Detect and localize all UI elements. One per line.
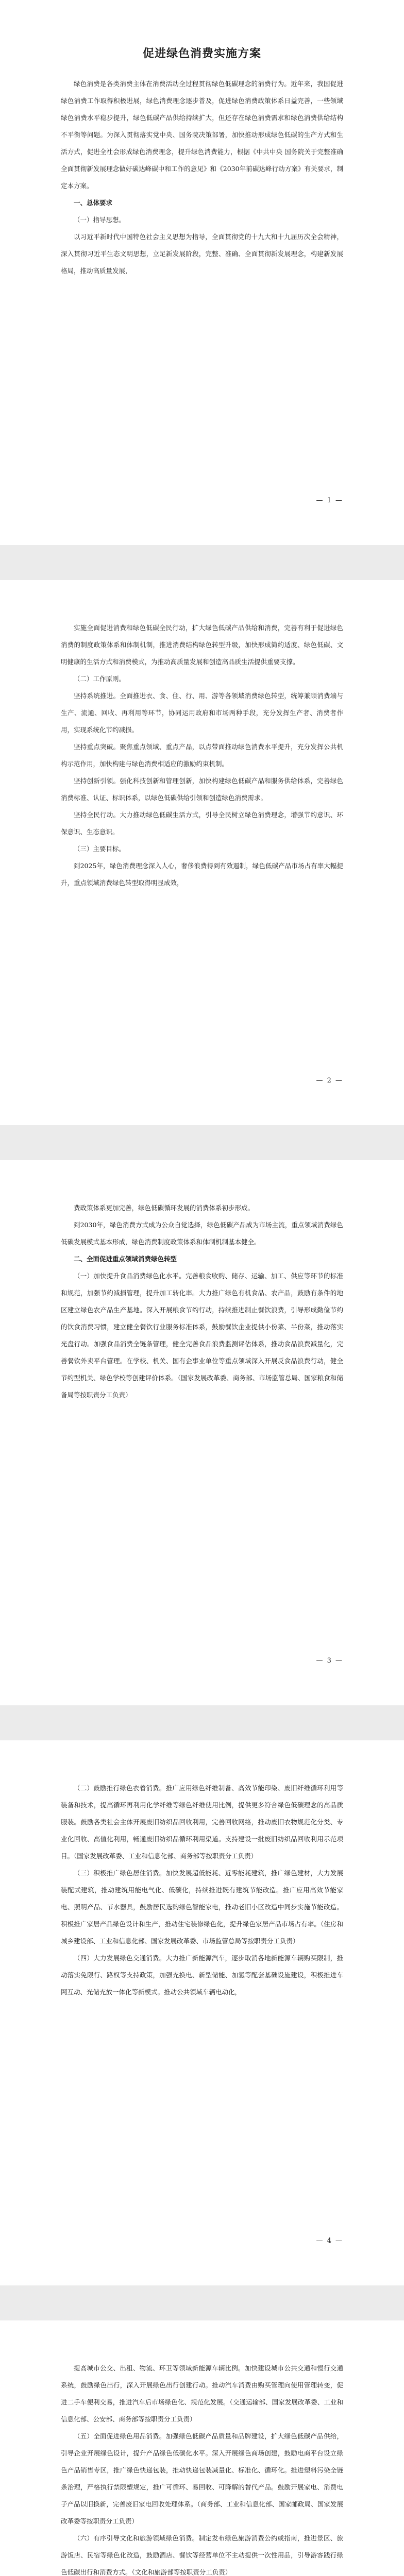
section-heading: （三）主要目标。 [74, 845, 126, 853]
page-1-body [61, 75, 343, 279]
document-page-4 [0, 1740, 404, 2285]
section-heading: （二）工作原则。 [74, 675, 126, 683]
body-paragraph: 绿色消费是各类消费主体在消费活动全过程贯彻绿色低碳理念的消费行为。近年来，我国促进绿色消费工作取得积极进展，绿色消费理念逐步普及，促进绿色消费政策体系日益完善，一些领域绿色消费水平稳步提升，绿色低碳产品供给持续扩大，但还存在绿色消费需求和绿色消费供给结构不平衡等问题。为深入贯彻落实党中央、国务院决策部署，加快推动形成绿色低碳的生产方式和生活方式，促进全社会形成绿色消费理念，提升绿色消费能力，根据《中共中央 国务院关于完整准确全面贯彻新发展理念做好碳达峰碳中和工作的意见》和《2030年前碳达峰行动方案》有关要求，制定本方案。 [61, 80, 343, 190]
page-5-body [61, 2360, 343, 2576]
body-paragraph: 实施全面促进消费和绿色低碳全民行动，扩大绿色低碳产品供给和消费，完善有利于促进绿色消费的制度政策体系和体制机制，推进消费结构绿色转型升级，加快形成简约适度、绿色低碳、文明健康的生活方式和消费模式，为推动高质量发展和创造高品质生活提供重要支撑。 [61, 624, 343, 666]
body-paragraph: 以习近平新时代中国特色社会主义思想为指导，全面贯彻党的十九大和十九届历次全会精神，深入贯彻习近平生态文明思想，立足新发展阶段，完整、准确、全面贯彻新发展理念，构建新发展格局，推动高质量发展， [61, 233, 343, 275]
body-paragraph: 坚持全民行动。大力推动绿色低碳生活方式，引导全民树立绿色消费理念，增强节约意识、环保意识、生态意识。 [61, 811, 343, 836]
page-2-body [61, 619, 343, 891]
section-heading: 一、总体要求 [74, 199, 113, 207]
document-title: 促进绿色消费实施方案 [142, 47, 261, 60]
body-paragraph: 费政策体系更加完善，绿色低碳循环发展的消费体系初步形成。 [74, 1204, 255, 1212]
section-heading: 二、全面促进重点领域消费绿色转型 [74, 1255, 177, 1263]
body-paragraph: （三）积极推广绿色居住消费。加快发展超低能耗、近零能耗建筑，推广绿色建材，大力发展装配式建筑，推动建筑用能电气化、低碳化，持续推进既有建筑节能改造。推广应用高效节能家电、照明产品、节水器具，鼓励居民选购绿色智能家电，推动老旧小区改造中同步实施节能改造。积极推广家居产品绿色设计和生产，推动住宅装修绿色化，提升绿色家居产品市场占有率。（住房和城乡建设部、工业和信息化部、国家发展改革委、市场监管总局等按职责分工负责） [61, 1869, 343, 1945]
body-paragraph: （一）加快提升食品消费绿色化水平。完善粮食收购、储存、运输、加工、供应等环节的标准和规范，加强节约减损管理，提升加工转化率。大力推广绿色有机食品、农产品，鼓励有条件的地区建立绿色农产品生产基地。深入开展粮食节约行动，持续推进制止餐饮浪费，引导形成勤俭节约的饮食消费习惯，建立健全餐饮行业服务标准体系，鼓励餐饮企业提供小份菜、半份菜，推动落实光盘行动。加强食品消费全链条管理，健全完善食品浪费监测评估体系，推动食品浪费减量化，完善餐饮外卖平台管理。在学校、机关、国有企事业单位等重点领域深入开展反食品浪费行动，健全节约型机关、绿色学校等创建评价体系。（国家发展改革委、商务部、市场监管总局、国家粮食和储备局等按职责分工负责） [61, 1272, 343, 1399]
body-paragraph: （四）大力发展绿色交通消费。大力推广新能源汽车，逐步取消各地新能源车辆购买限制，推动落实免限行、路权等支持政策，加强充换电、新型储能、加氢等配套基础设施建设，积极推进车网互动、光储充放一体化等新模式。推动公共领域车辆电动化， [61, 1954, 343, 1996]
document-page-1 [0, 0, 404, 545]
document-page-3 [0, 1160, 404, 1705]
page-number: — 4 — [316, 2237, 343, 2245]
page-3-body [61, 1199, 343, 1403]
body-paragraph: 到2030年，绿色消费方式成为公众自觉选择，绿色低碳产品成为市场主流，重点领域消费绿色低碳发展模式基本形成，绿色消费制度政策体系和体制机制基本健全。 [61, 1221, 343, 1246]
section-heading: （一）指导思想。 [74, 216, 126, 224]
document-page-5 [0, 2320, 404, 2576]
body-paragraph: 坚持系统推进。全面推进衣、食、住、行、用、游等各领域消费绿色转型，统筹兼顾消费端与生产、流通、回收、再利用等环节，协同运用政府和市场两种手段，充分发挥生产者、消费者作用，实现系统化节约减损。 [61, 692, 343, 734]
body-paragraph: 坚持创新引领。强化科技创新和管理创新，加快构建绿色低碳产品和服务供给体系，完善绿色消费标准、认证、标识体系，以绿色低碳供给引领和创造绿色消费需求。 [61, 777, 343, 802]
body-paragraph: （五）全面促进绿色用品消费。加强绿色低碳产品质量和品牌建设，扩大绿色低碳产品供给，引导企业开展绿色设计，提升产品绿色低碳化水平。深入开展绿色商场创建，鼓励电商平台设立绿色产品销售专区，推广绿色快递包装，推动快递包装减量化、标准化、循环化。推进塑料污染全链条治理，严格执行禁限塑规定，推广可循环、易回收、可降解的替代产品。鼓励开展家电、消费电子产品以旧换新，完善废旧家电回收处理体系。（商务部、工业和信息化部、国家邮政局、国家发展改革委等按职责分工负责） [61, 2432, 343, 2525]
page-number: — 2 — [316, 1077, 343, 1084]
body-paragraph: （六）有序引导文化和旅游领域绿色消费。制定发布绿色旅游消费公约或指南，推进景区、旅游饭店、民宿等绿色化改造，鼓励酒店、餐饮等经营单位不主动提供一次性用品，引导游客践行绿色低碳出行和消费方式。（文化和旅游部等按职责分工负责） [61, 2534, 343, 2576]
document-page-2 [0, 580, 404, 1125]
page-number: — 1 — [316, 497, 343, 504]
page-number: — 3 — [316, 1657, 343, 1665]
body-paragraph: 坚持重点突破。聚焦重点领域、重点产品，以点带面推动绿色消费水平提升，充分发挥公共机构示范作用，加快构建与绿色消费相适应的激励约束机制。 [61, 743, 343, 768]
page-4-body [61, 1780, 343, 2001]
body-paragraph: （二）鼓励推行绿色衣着消费。推广应用绿色纤维制备、高效节能印染、废旧纤维循环利用等装备和技术，提高循环再利用化学纤维等绿色纤维使用比例，提供更多符合绿色低碳理念的高品质服装。鼓励各类社会主体开展废旧纺织品回收利用，完善回收网络，推动废旧衣物规范化分类、专业化回收、高值化利用，畅通废旧纺织品循环利用渠道。支持建设一批废旧纺织品回收利用示范项目。（国家发展改革委、工业和信息化部、商务部等按职责分工负责） [61, 1784, 343, 1860]
body-paragraph: 到2025年，绿色消费理念深入人心，奢侈浪费得到有效遏制，绿色低碳产品市场占有率大幅提升，重点领域消费绿色转型取得明显成效， [61, 862, 343, 887]
body-paragraph: 提高城市公交、出租、物流、环卫等领域新能源车辆比例。加快建设城市公共交通和慢行交通系统，鼓励绿色出行，深入开展绿色出行创建行动。推动汽车消费由购买管理向使用管理转变，促进二手车便利交易，推进汽车后市场绿色化、规范化发展。（交通运输部、国家发展改革委、工业和信息化部、公安部、商务部等按职责分工负责） [61, 2364, 343, 2423]
